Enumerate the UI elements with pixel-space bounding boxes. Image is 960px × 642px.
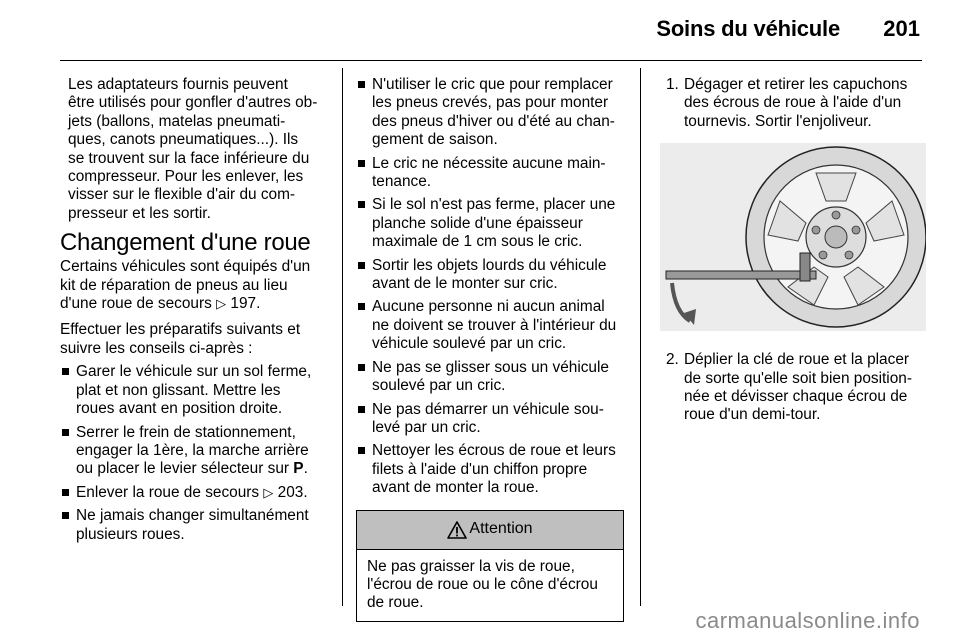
text-line: gement de saison. [372, 131, 498, 149]
section-heading: Changement d'une roue [60, 229, 311, 257]
column-3 [660, 76, 926, 425]
page-ref-arrow-icon: ▷ [216, 296, 227, 312]
gear-selector-letter: P [293, 460, 304, 478]
step-number: 1. [666, 76, 679, 93]
text-line: compresseur. Pour les enlever, les [68, 168, 304, 186]
text-line: ne doivent se trouver à l'intérieur du [372, 316, 617, 334]
bullet-item [356, 442, 624, 497]
text-line: N'utiliser le cric que pour remplacer [372, 76, 613, 93]
text-line: Garer le véhicule sur un sol ferme, [76, 363, 312, 381]
text-line: Serrer le frein de stationnement, [76, 423, 296, 441]
text-span: d'une roue de secours [60, 295, 212, 313]
intro-paragraph [60, 76, 328, 223]
bullet-item [356, 401, 624, 438]
text-line: véhicule soulevé par un cric. [372, 335, 567, 353]
column-1 [60, 76, 328, 544]
header-rule [60, 60, 922, 61]
text-line: Ne pas démarrer un véhicule sou- [372, 400, 604, 418]
text-line: Ne pas graisser la vis de roue, [367, 557, 575, 575]
text-line: des pneus d'hiver ou d'été au chan- [372, 112, 615, 130]
text-line: des écrous de roue à l'aide d'un [684, 94, 902, 112]
text-span: Enlever la roue de secours [76, 483, 260, 501]
text-line: de sorte qu'elle soit bien position- [684, 369, 912, 387]
text-line: soulevé par un cric. [372, 377, 506, 395]
text-line: plusieurs roues. [76, 525, 185, 543]
text-line: roue d'un demi-tour. [684, 406, 821, 424]
column-divider-right [640, 68, 641, 606]
bullet-item [60, 507, 328, 544]
text-line: Le cric ne nécessite aucune main- [372, 154, 606, 172]
text-line: Nettoyer les écrous de roue et leurs [372, 442, 616, 460]
page-number: 201 [883, 16, 920, 41]
step-number: 2. [666, 351, 679, 369]
text-line: Déplier la clé de roue et la placer [684, 351, 909, 369]
bullet-item [356, 359, 624, 396]
text-line: les pneus crevés, pas pour monter [372, 94, 609, 112]
bullet-item [356, 257, 624, 294]
text-line [76, 484, 328, 502]
warning-box [356, 510, 624, 622]
bullet-square-icon [358, 406, 365, 413]
bullet-square-icon [62, 489, 69, 496]
text-line: avant de monter la roue. [372, 479, 539, 497]
column-2 [356, 76, 624, 622]
bullet-item [60, 484, 328, 502]
bullet-square-icon [358, 201, 365, 208]
text-line: Sortir les objets lourds du véhicule [372, 256, 607, 274]
bullet-item [356, 196, 624, 251]
text-line: de roue. [367, 594, 424, 612]
paragraph-kit [60, 258, 328, 313]
page-ref-arrow-icon: ▷ [263, 484, 274, 500]
text-line: Les adaptateurs fournis peuvent [68, 76, 288, 93]
text-span: ou placer le levier sélecteur sur [76, 460, 290, 478]
text-line: Certains véhicules sont équipés d'un [60, 258, 311, 276]
bullet-square-icon [358, 303, 365, 310]
page-ref-link[interactable]: 197. [230, 295, 261, 313]
bullet-square-icon [62, 512, 69, 519]
text-line: ques, canots pneumatiques...). Ils [68, 131, 299, 149]
warning-header [357, 511, 623, 550]
warning-body [357, 550, 623, 621]
wheel-wrench-icon [660, 143, 926, 331]
bullet-item [60, 424, 328, 479]
text-line: planche solide d'une épaisseur [372, 214, 583, 232]
bullet-square-icon [358, 447, 365, 454]
text-line: tournevis. Sortir l'enjoliveur. [684, 112, 872, 130]
text-line: l'écrou de roue ou le cône d'écrou [367, 575, 598, 593]
page-header-title: Soins du véhicule [656, 16, 840, 41]
text-line: presseur et les sortir. [68, 204, 211, 222]
text-line: suivre les conseils ci-après : [60, 339, 253, 357]
text-line: plat et non glissant. Mettre les [76, 381, 281, 399]
bullet-item [356, 76, 624, 150]
watermark-logo: carmanualsonline.info [695, 608, 920, 633]
text-line: être utilisés pour gonfler d'autres ob- [68, 94, 318, 112]
text-line: kit de réparation de pneus au lieu [60, 276, 288, 294]
text-line: Dégager et retirer les capuchons [684, 76, 908, 93]
text-line: levé par un cric. [372, 418, 481, 436]
paragraph-preparation [60, 321, 328, 358]
text-line: Effectuer les préparatifs suivants et [60, 321, 301, 339]
text-line: Aucune personne ni aucun animal [372, 298, 605, 316]
bullet-item [60, 363, 328, 418]
text-line: maximale de 1 cm sous le cric. [372, 233, 583, 251]
text-line: jets (ballons, matelas pneumati- [68, 112, 286, 130]
text-line [60, 295, 328, 313]
text-line: engager la 1ère, la marche arrière [76, 441, 309, 459]
column-divider-left [342, 68, 343, 606]
wheel-illustration [660, 143, 926, 331]
text-line: avant de le monter sur cric. [372, 275, 558, 293]
bullet-square-icon [62, 429, 69, 436]
bullet-square-icon [358, 81, 365, 88]
text-line: Ne pas se glisser sous un véhicule [372, 358, 609, 376]
text-line: filets à l'aide d'un chiffon propre [372, 460, 588, 478]
warning-triangle-icon [447, 521, 467, 539]
text-line: tenance. [372, 173, 432, 191]
warning-title: Attention [469, 520, 533, 538]
text-line: visser sur le flexible d'air du com- [68, 186, 296, 204]
bullet-square-icon [62, 368, 69, 375]
text-line: née et dévisser chaque écrou de [684, 388, 908, 406]
bullet-item [356, 155, 624, 192]
text-line: se trouvent sur la face inférieure du [68, 149, 310, 167]
bullet-square-icon [358, 262, 365, 269]
page-ref-link[interactable]: 203. [277, 483, 308, 501]
bullet-square-icon [358, 160, 365, 167]
text-line: Ne jamais changer simultanément [76, 507, 309, 525]
step-item [660, 76, 926, 131]
bullet-square-icon [358, 364, 365, 371]
text-line: Si le sol n'est pas ferme, placer une [372, 196, 616, 214]
text-line: roues avant en position droite. [76, 400, 283, 418]
step-item [660, 351, 926, 425]
bullet-item [356, 298, 624, 353]
text-line: ou placer le levier sélecteur sur P. [76, 460, 308, 478]
